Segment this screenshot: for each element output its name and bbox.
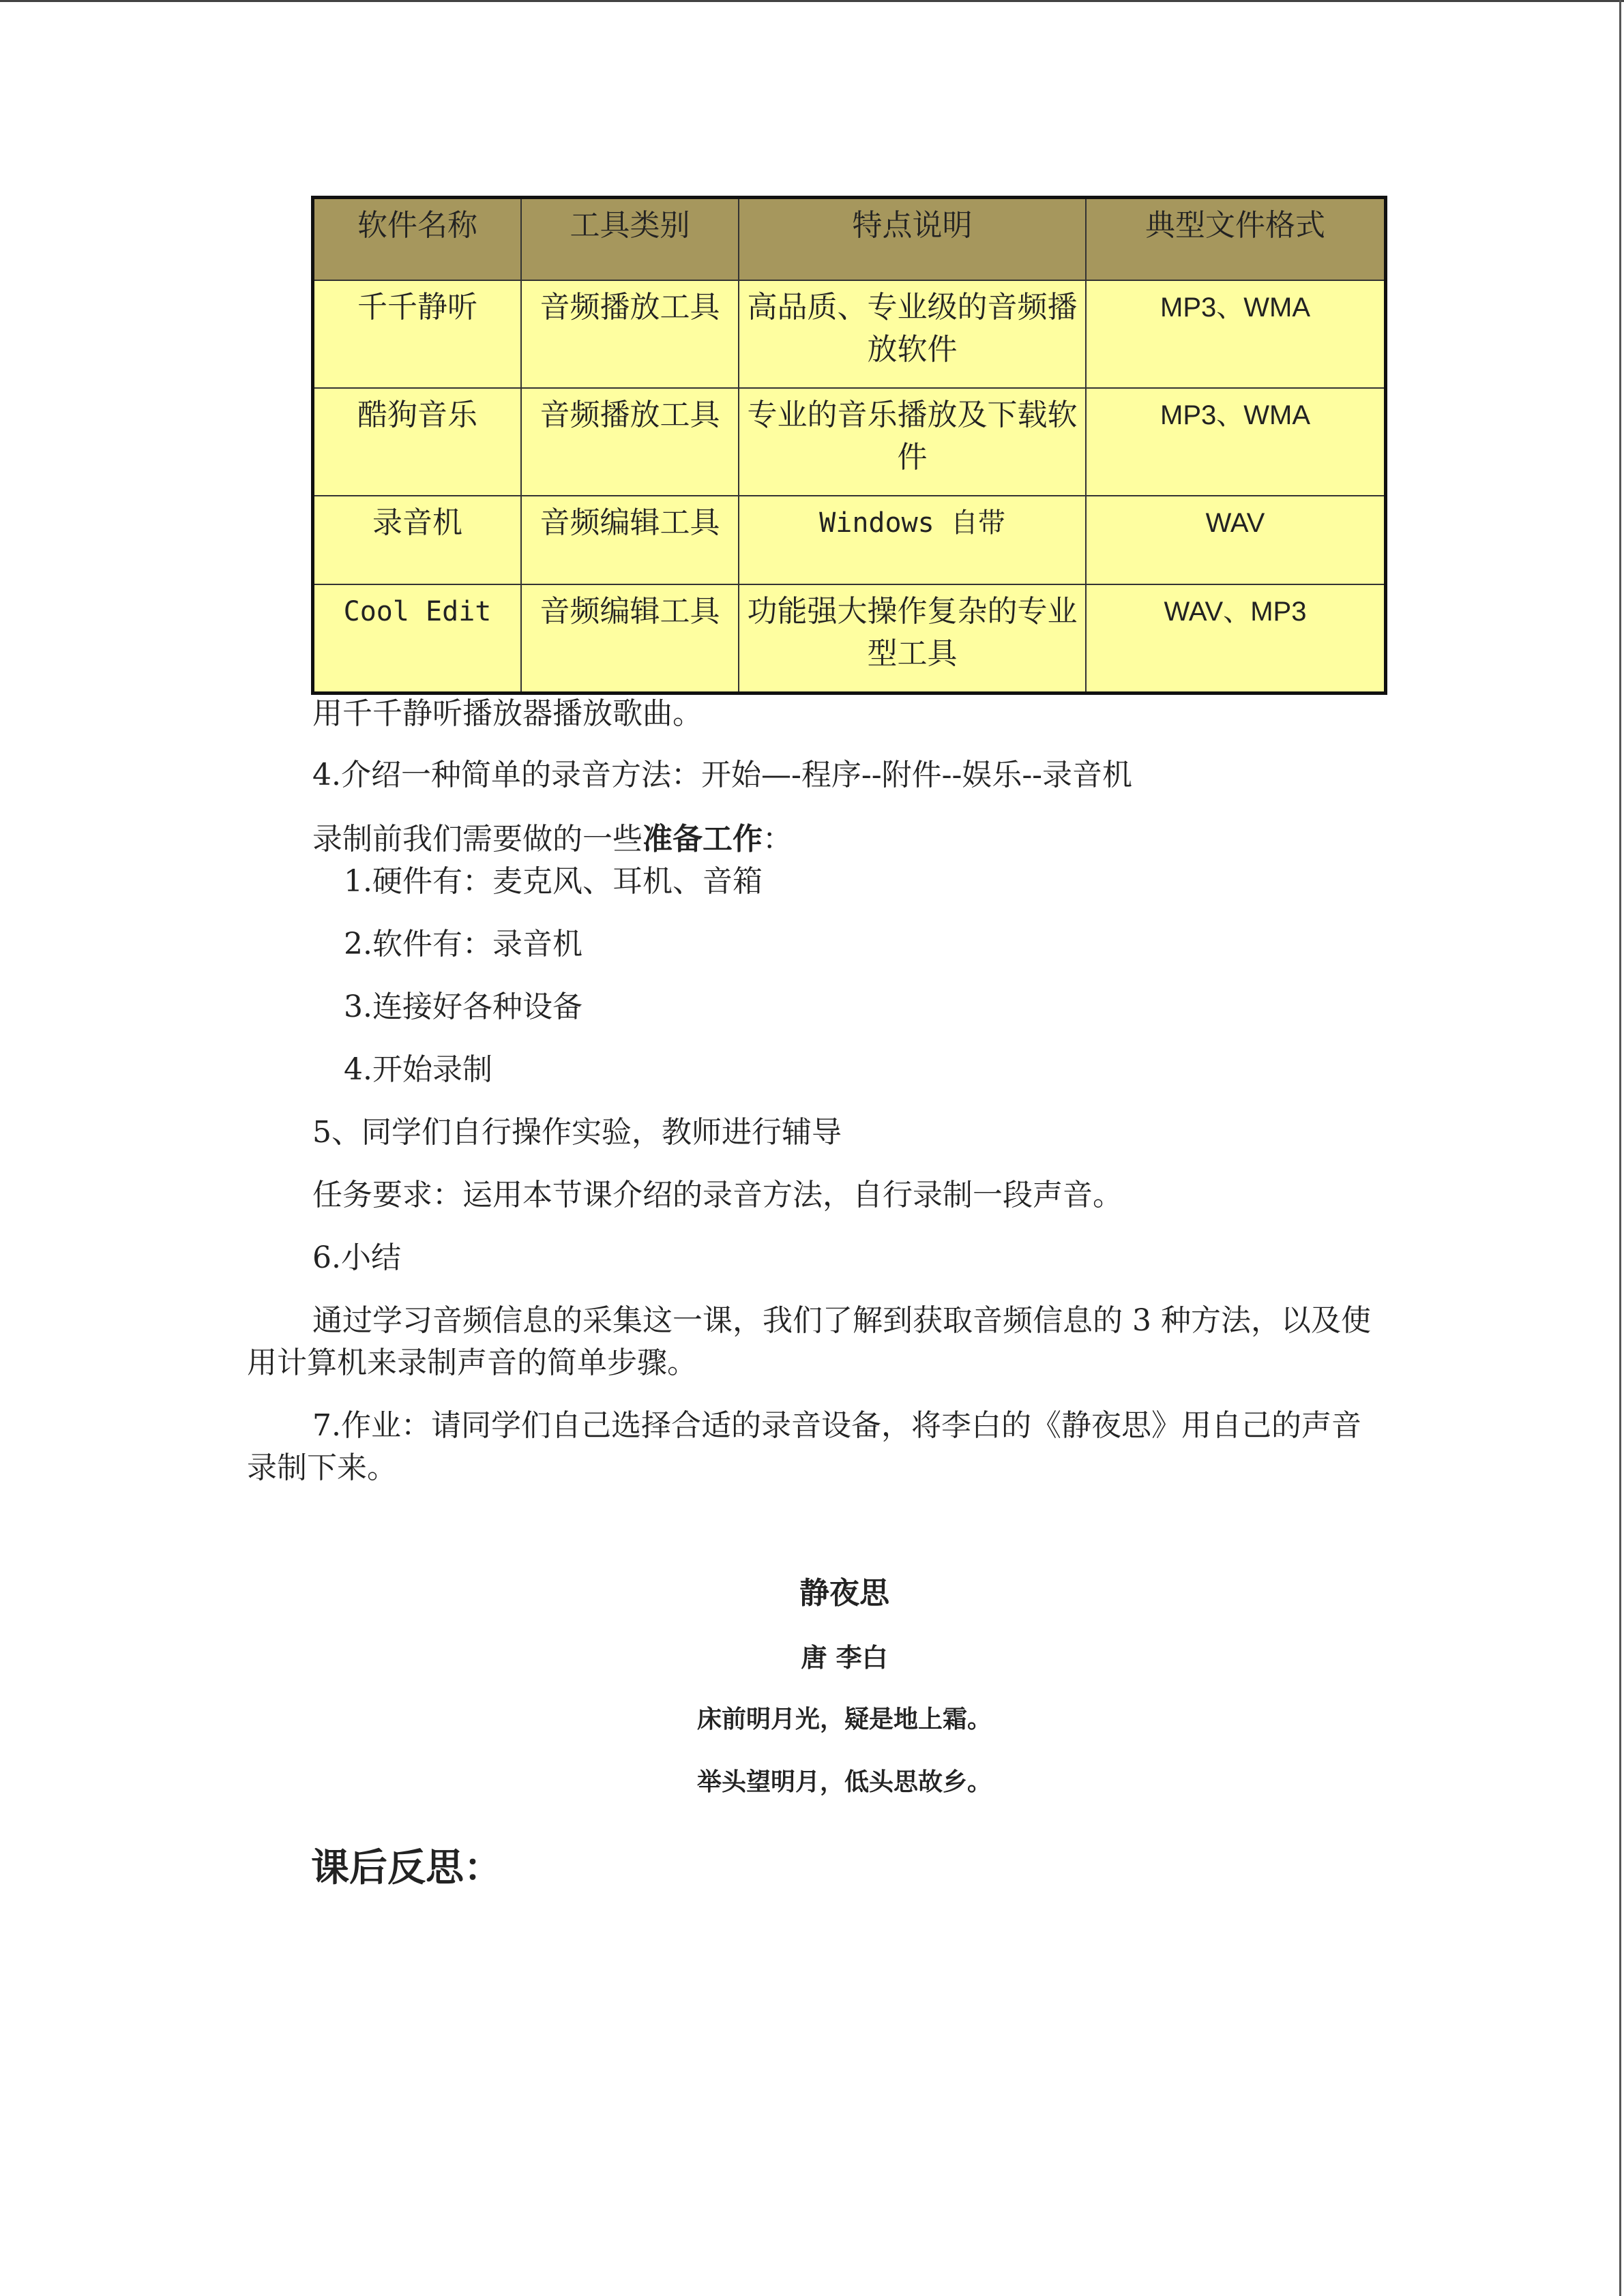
- table-cell: Windows 自带: [739, 496, 1086, 584]
- prep-item: 2.软件有：录音机: [344, 927, 582, 961]
- table-cell: MP3、WMA: [1086, 280, 1386, 388]
- table-cell: 音频编辑工具: [521, 584, 739, 694]
- table-cell: 高品质、专业级的音频播放软件: [739, 280, 1086, 388]
- table-row: [313, 584, 1386, 694]
- table-cell: Cool Edit: [313, 584, 522, 694]
- summary-paragraph: 通过学习音频信息的采集这一课，我们了解到获取音频信息的 3 种方法，以及使用计算机来录制声音的简单步骤。: [247, 1303, 1371, 1380]
- preparation-colon: ：: [763, 822, 793, 856]
- table-header-cell: 工具类别: [521, 198, 739, 281]
- play-song-line: 用千千静听播放器播放歌曲。: [312, 696, 703, 731]
- summary-heading: 6.小结: [312, 1240, 401, 1275]
- table-header-cell: 典型文件格式: [1086, 198, 1386, 281]
- homework-paragraph: 7.作业：请同学们自己选择合适的录音设备，将李白的《静夜思》用自己的声音录制下来。: [247, 1408, 1361, 1485]
- prep-item: 1.硬件有：麦克风、耳机、音箱: [344, 864, 763, 899]
- poem-title: 静夜思: [799, 1576, 889, 1611]
- table-cell: WAV: [1086, 496, 1386, 584]
- table-header-cell: 软件名称: [313, 198, 522, 281]
- prep-item: 4.开始录制: [344, 1052, 492, 1087]
- recording-method-line: 4.介绍一种简单的录音方法：开始—-程序--附件--娱乐--录音机: [312, 758, 1133, 792]
- table-cell: 音频播放工具: [521, 388, 739, 496]
- poem-author: 唐 李白: [801, 1643, 888, 1673]
- page-right-border: [1619, 0, 1621, 2296]
- table-cell: 专业的音乐播放及下载软件: [739, 388, 1086, 496]
- table-cell: 千千静听: [313, 280, 522, 388]
- table-cell: 音频编辑工具: [521, 496, 739, 584]
- table-cell: 酷狗音乐: [313, 388, 522, 496]
- table-row: [313, 388, 1386, 496]
- table-cell: 录音机: [313, 496, 522, 584]
- table-header-cell: 特点说明: [739, 198, 1086, 281]
- prep-item: 3.连接好各种设备: [344, 989, 582, 1024]
- table-cell: 功能强大操作复杂的专业型工具: [739, 584, 1086, 694]
- practice-line: 5、同学们自行操作实验，教师进行辅导: [312, 1115, 842, 1150]
- page-top-border: [0, 0, 1624, 2]
- table-cell: 音频播放工具: [521, 280, 739, 388]
- preparation-keyword: 准备工作: [643, 822, 763, 856]
- poem-line: 举头望明月，低头思故乡。: [696, 1768, 992, 1796]
- preparation-intro-text: 录制前我们需要做的一些: [312, 822, 643, 856]
- poem-line: 床前明月光，疑是地上霜。: [696, 1705, 992, 1733]
- software-table: [311, 196, 1387, 695]
- task-requirement-line: 任务要求：运用本节课介绍的录音方法，自行录制一段声音。: [312, 1178, 1123, 1212]
- preparation-intro: [312, 818, 793, 861]
- table-cell: WAV、MP3: [1086, 584, 1386, 694]
- table-header-row: [313, 198, 1386, 281]
- table-cell: MP3、WMA: [1086, 388, 1386, 496]
- table-row: [313, 280, 1386, 388]
- table-row: [313, 496, 1386, 584]
- reflection-heading: 课后反思：: [311, 1846, 502, 1890]
